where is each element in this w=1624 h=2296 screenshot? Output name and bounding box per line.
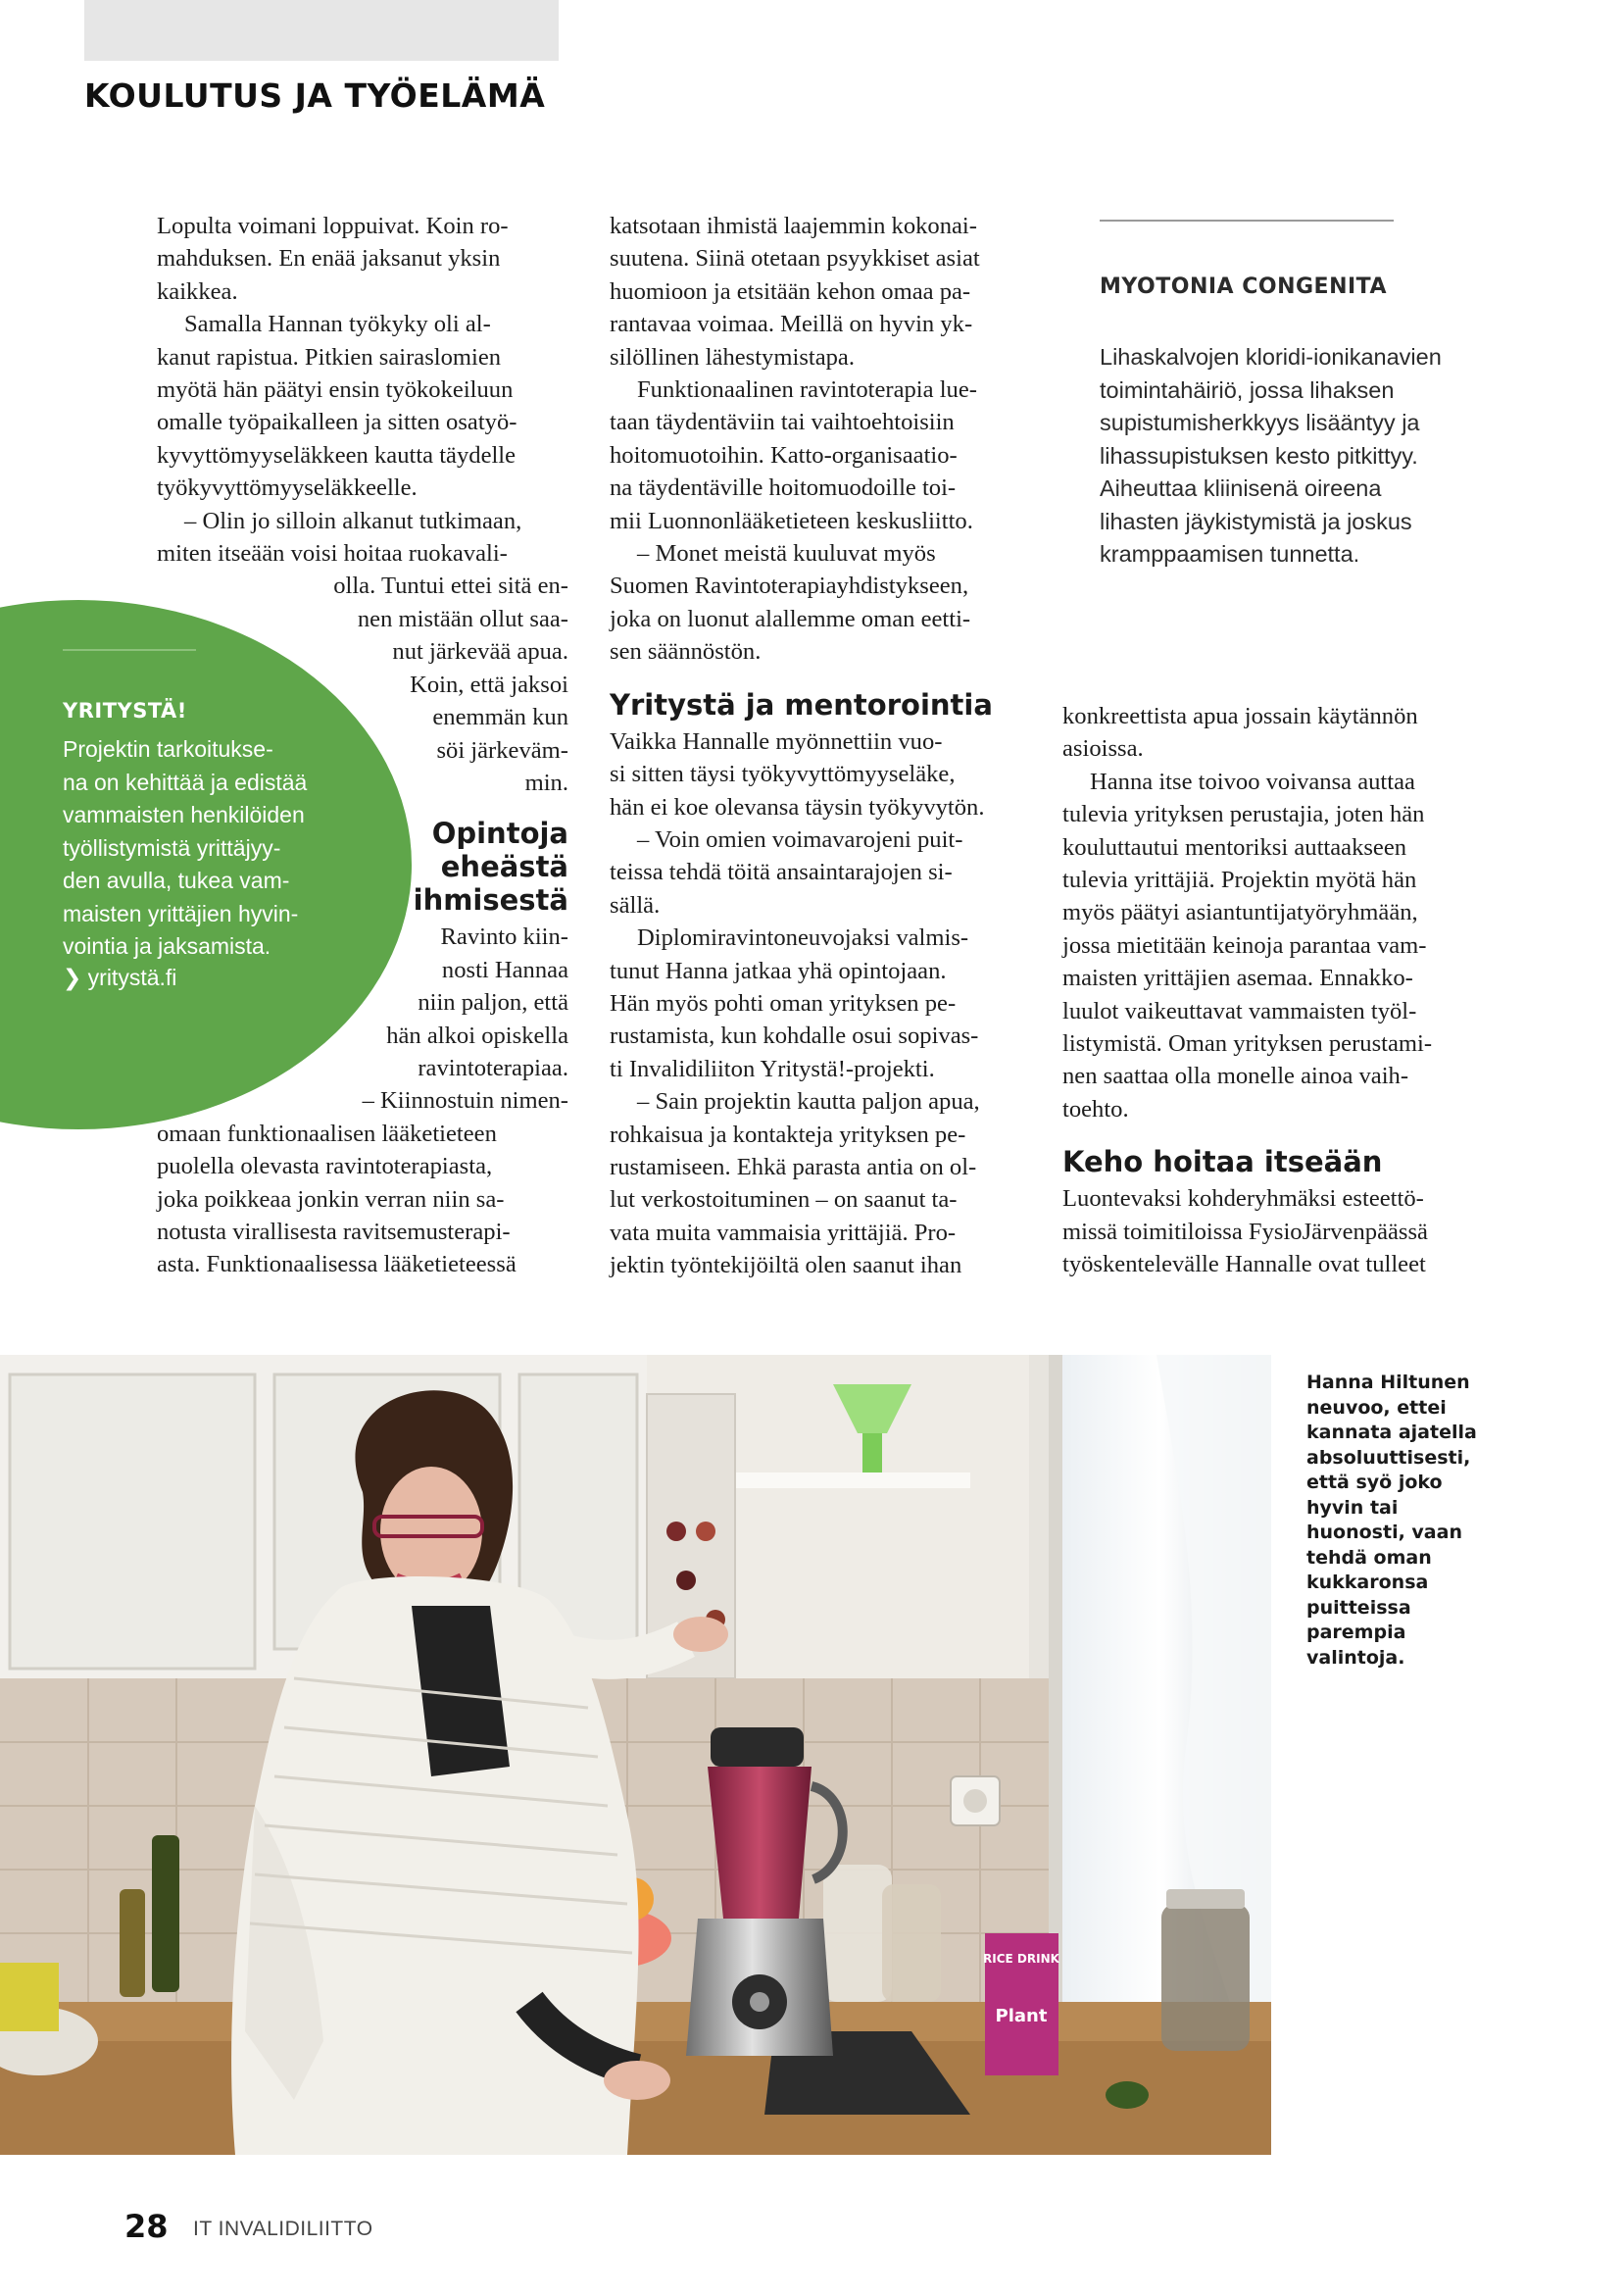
callout-title: YRITYSTÄ! [63,699,187,723]
article-column-3 [1062,700,1479,1281]
text-line: ti Invalidiliiton Yritystä!-projekti. [610,1055,935,1082]
text-line: vata muita vammaisia yrittäjiä. Pro- [610,1219,957,1246]
text-line: toehto. [1062,1095,1129,1123]
text-line: toimintahäiriö, jossa lihaksen [1100,376,1395,403]
col2-paragraph-7 [610,1085,1026,1281]
text-line: asioissa. [1062,735,1144,763]
sidebar-title: MYOTONIA CONGENITA [1100,275,1388,299]
text-line: Aiheuttaa kliinisenä oireena [1100,475,1382,501]
text-line: tunut Hanna jatkaa yhä opintojaan. [610,957,947,984]
col1-paragraph-3 [157,505,568,571]
text-line: Opintoja [431,817,568,851]
text-line: silöllinen lähestymistapa. [610,343,855,371]
text-line: listymistä. Oman yrityksen perustami- [1062,1030,1433,1058]
sidebar-body [1100,341,1492,572]
text-line: valintoja. [1306,1646,1405,1669]
text-line: – Sain projektin kautta paljon apua, [637,1088,980,1116]
text-line: työllistymistä yrittäjyy- [63,834,281,861]
section-title: KOULUTUS JA TYÖELÄMÄ [84,76,546,115]
text-line: puitteissa [1306,1596,1411,1619]
carton-label: RICE DRINK [983,1952,1059,1966]
text-line: lihasten jäykistymistä ja joskus [1100,508,1412,534]
text-line: kannata ajatella [1306,1422,1477,1443]
text-line: nen saattaa olla monelle ainoa vaih- [1062,1063,1409,1090]
text-line: vointia ja jaksamista. [63,933,271,959]
text-line: absoluuttisesti, [1306,1446,1471,1469]
text-line: kyvyttömyyseläkkeen kautta täydelle [157,441,517,469]
col3-paragraph-3 [1062,1182,1479,1280]
text-line: kanut rapistua. Pitkien sairaslomien [157,343,502,371]
text-line: sen säännöstön. [610,638,762,666]
text-line: olla. Tuntui ettei sitä en- [333,573,568,600]
text-line: nen mistään ollut saa- [357,605,568,632]
text-line: eheästä [440,850,568,884]
text-line: tehdä oman [1306,1546,1432,1569]
section-tab [84,0,559,61]
text-line: Diplomiravintoneuvojaksi valmis- [637,924,969,952]
text-line: myötä hän päätyi ensin työkokeiluun [157,376,514,404]
text-line: ihmisestä [413,883,568,918]
text-line: joka poikkeaa jonkin verran niin sa- [157,1185,505,1213]
text-line: missä toimitiloissa FysioJärvenpäässä [1062,1218,1428,1245]
text-line: Samalla Hannan työkyky oli al- [184,311,491,338]
text-line: jektin työntekijöiltä olen saanut ihan [610,1252,962,1279]
text-line: huomioon ja etsitään kehon omaa pa- [610,277,971,305]
text-line: kramppaamisen tunnetta. [1100,541,1360,567]
text-line: Luontevaksi kohderyhmäksi esteettö- [1062,1185,1424,1213]
page-number: 28 [124,2208,169,2245]
text-line: mahduksen. En enää jaksanut yksin [157,245,501,273]
text-line: parempia [1306,1622,1406,1643]
text-line: taan täydentäviin tai vaihtoehtoisiin [610,409,955,436]
text-line: Hanna Hiltunen [1306,1372,1470,1393]
col2-paragraph-5 [610,824,1026,922]
text-line: luulot vaikeuttavat vammaisten työl- [1062,997,1417,1024]
col3-paragraph-1 [1062,700,1479,766]
col1-paragraph-5 [157,1118,568,1281]
text-line: teissa tehdä töitä ansaintarajojen si- [610,859,953,886]
text-line: Funktionaalinen ravintoterapia lue- [637,376,977,404]
callout-link[interactable]: ❯ yritystä.fi [63,965,177,990]
photo-caption [1306,1371,1502,1671]
text-line: omalle työpaikalleen ja sitten osatyö- [157,409,517,436]
text-line: maisten yrittäjien asemaa. Ennakko- [1062,965,1413,992]
text-line: supistumisherkkyys lisääntyy ja [1100,410,1420,435]
text-line: mii Luonnonlääketieteen keskusliitto. [610,507,973,534]
text-line: joka on luonut alallemme oman eetti- [610,605,971,632]
text-line: – Kiinnostuin nimen- [362,1087,568,1115]
text-line: na on kehittää ja edistää [63,769,308,795]
text-line: lihassupistuksen kesto pitkittyy. [1100,442,1418,469]
text-line: – Olin jo silloin alkanut tutkimaan, [184,507,522,534]
text-line: rustamiseen. Ehkä parasta antia on ol- [610,1153,977,1180]
col2-paragraph-2 [610,374,1026,537]
article-photo [0,1355,1271,2155]
text-line: niin paljon, että [418,989,568,1017]
text-line: omaan funktionaalisen lääketieteen [157,1120,497,1147]
text-line: nut järkevää apua. [392,638,568,666]
col2-paragraph-4 [610,725,1026,824]
text-line: miten itseään voisi hoitaa ruokavali- [157,540,508,568]
text-line: työkyvyttömyyseläkkeelle. [157,474,418,502]
text-line: Ravinto kiin- [440,923,568,951]
text-line: työskentelevälle Hannalle ovat tulleet [1062,1251,1426,1278]
col3-paragraph-2 [1062,766,1479,1125]
text-line: – Monet meistä kuuluvat myös [637,540,936,568]
text-line: kaikkea. [157,277,238,305]
text-line: ravintoterapiaa. [418,1054,568,1081]
text-line: rustamista, kun kohdalle osui sopivas- [610,1023,979,1050]
text-line: maisten yrittäjien hyvin- [63,900,299,926]
text-line: Suomen Ravintoterapiayhdistykseen, [610,573,969,600]
text-line: puolella olevasta ravintoterapiasta, [157,1153,493,1180]
text-line: vammaisten henkilöiden [63,802,305,827]
text-line: Lopulta voimani loppuivat. Koin ro- [157,213,509,239]
article-column-2 [610,210,1026,1282]
text-line: Hän myös pohti oman yrityksen pe- [610,989,957,1017]
text-line: na täydentäville hoitomuodoille toi- [610,474,957,502]
text-line: sällä. [610,891,661,919]
text-line: asta. Funktionaalisessa lääketieteessä [157,1251,517,1278]
col2-paragraph-1 [610,210,1026,374]
text-line: neuvoo, ettei [1306,1396,1447,1419]
col2-subheading: Yritystä ja mentorointia [610,687,993,722]
text-line: että syö joko [1306,1472,1443,1493]
col1-paragraph-1 [157,210,568,308]
text-line: Projektin tarkoitukse- [63,736,273,762]
col3-subheading: Keho hoitaa itseään [1062,1145,1383,1179]
text-line: hoitomuotoihin. Katto-organisaatio- [610,441,958,469]
text-line: enemmän kun [432,704,568,731]
publication-name: IT INVALIDILIITTO [193,2218,373,2240]
text-line: myös päätyi asiantuntijatyöryhmään, [1062,899,1418,926]
col2-paragraph-3 [610,537,1026,669]
text-line: Vaikka Hannalle myönnettiin vuo- [610,727,943,755]
text-line: suutena. Siinä otetaan psyykkiset asiat [610,245,980,273]
text-line: si sitten täysi työkyvyttömyyseläke, [610,761,956,788]
callout-rule [63,649,196,651]
text-line: söi järkeväm- [436,736,568,764]
text-line: konkreettista apua jossain käytännön [1062,703,1418,729]
text-line: Lihaskalvojen kloridi-ionikanavien [1100,344,1442,370]
text-line: lut verkostoituminen – on saanut ta- [610,1186,958,1214]
callout-body [63,733,357,964]
text-line: tulevia yrityksen perustajia, joten hän [1062,801,1425,828]
text-line: rohkaisua ja kontakteja yrityksen pe- [610,1121,966,1148]
text-line: hyvin tai [1306,1496,1399,1519]
sidebar-rule [1100,220,1394,222]
text-line: min. [524,769,568,796]
text-line: den avulla, tukea vam- [63,868,290,893]
text-line: hän ei koe olevansa täysin työkyvytön. [610,793,985,821]
text-line: tulevia yrittäjiä. Projektin myötä hän [1062,867,1417,894]
text-line: rantavaa voimaa. Meillä on hyvin yk- [610,311,973,338]
text-line: kouluttautui mentoriksi auttaakseen [1062,833,1407,861]
carton-brand: Plant [995,2006,1048,2026]
text-line: kukkaronsa [1306,1572,1429,1593]
text-line: katsotaan ihmistä laajemmin kokonai- [610,213,977,239]
text-line: Koin, että jaksoi [410,671,568,698]
text-line: Hanna itse toivoo voivansa auttaa [1090,768,1415,795]
text-line: jossa mietitään keinoja parantaa vam- [1062,931,1427,959]
text-line: – Voin omien voimavarojeni puit- [637,825,963,853]
text-line: notusta virallisesta ravitsemusterapi- [157,1218,511,1245]
col1-paragraph-2 [157,308,568,504]
col2-paragraph-6 [610,922,1026,1085]
text-line: nosti Hannaa [441,956,568,983]
text-line: huonosti, vaan [1306,1522,1462,1543]
text-line: hän alkoi opiskella [386,1022,568,1049]
